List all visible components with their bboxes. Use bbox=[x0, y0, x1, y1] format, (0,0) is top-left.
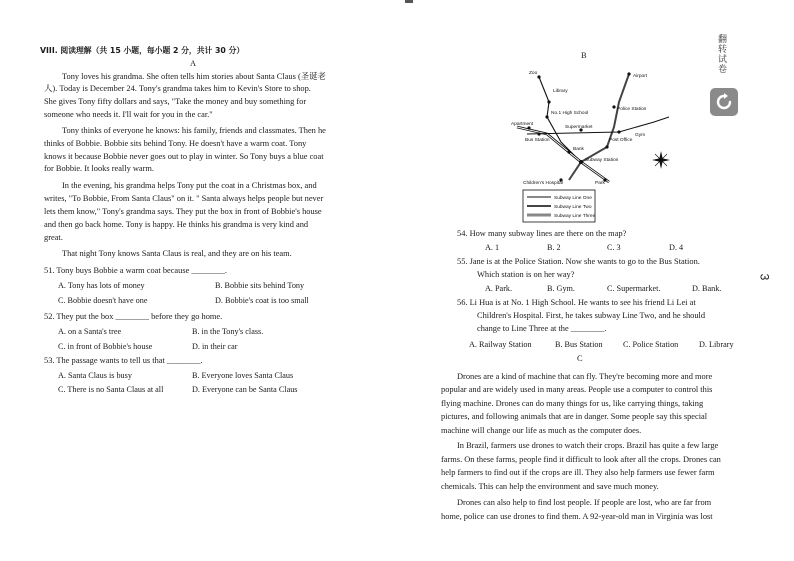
option-a[interactable]: A. on a Santa's tree bbox=[58, 327, 122, 336]
option-d[interactable]: D. Everyone can be Santa Claus bbox=[192, 385, 298, 394]
option-b[interactable]: B. Gym. bbox=[547, 284, 575, 293]
option-b[interactable]: B. Bus Station bbox=[555, 340, 603, 349]
passage-line: In the evening, his grandma helps Tony put the coat in a Christmas box, and bbox=[62, 181, 317, 190]
map-label-zoo: Zoo bbox=[529, 71, 538, 76]
question-text: 56. Li Hua is at No. 1 High School. He wants to see his friend Li Lei at bbox=[457, 298, 696, 307]
option-a[interactable]: A. Park. bbox=[485, 284, 513, 293]
map-label-high-school: No.1 High School bbox=[551, 111, 589, 116]
passage-line: Tony thinks of everyone he knows: his family, friends and classmates. Then he bbox=[62, 126, 326, 135]
legend-line-one: Subway Line One bbox=[554, 196, 592, 201]
question-text-2: Which station is on her way? bbox=[477, 270, 575, 279]
passage-a-label: A bbox=[190, 59, 197, 68]
passage-line: chemicals. This can help the environment and save much money. bbox=[441, 482, 659, 491]
option-b[interactable]: B. in the Tony's class. bbox=[192, 327, 264, 336]
option-c[interactable]: C. 3 bbox=[607, 243, 621, 252]
passage-b-label: B bbox=[581, 51, 587, 60]
option-b[interactable]: B. 2 bbox=[547, 243, 561, 252]
map-legend bbox=[523, 190, 596, 222]
option-d[interactable]: D. 4 bbox=[669, 243, 684, 252]
question-text-2: Children's Hospital. First, he takes subway Line Two, and he should bbox=[477, 311, 706, 320]
map-label-park: Park bbox=[595, 181, 605, 186]
option-d[interactable]: D. Bank. bbox=[692, 284, 722, 293]
option-c[interactable]: C. There is no Santa Claus at all bbox=[58, 385, 164, 394]
option-a[interactable]: A. 1 bbox=[485, 243, 500, 252]
passage-line: Tony loves his grandma. She often tells him stories about Santa Claus (圣诞老 bbox=[62, 72, 326, 81]
passage-line: In Brazil, farmers use drones to watch their crops. Brazil has quite a few large bbox=[457, 441, 719, 450]
passage-line: someone who needs it. I'll wait for you in the car." bbox=[44, 110, 213, 119]
passage-line: Drones are a kind of machine that can fly. They're becoming more and more bbox=[457, 372, 713, 381]
refresh-icon bbox=[715, 93, 733, 111]
passage-line: great. bbox=[44, 233, 63, 242]
side-label: 翻转试卷 bbox=[716, 34, 726, 74]
page-number: 3 bbox=[757, 273, 772, 281]
passage-line: help farmers to find out if the crops are ill. They also help farmers use fewer farm bbox=[441, 468, 715, 477]
refresh-button[interactable] bbox=[710, 88, 738, 116]
passage-line: That night Tony knows Santa Claus is real, and they are on his team. bbox=[62, 249, 292, 258]
option-a[interactable]: A. Santa Claus is busy bbox=[58, 371, 132, 380]
map-label-subway-station: Subway Station bbox=[585, 158, 619, 163]
option-b[interactable]: B. Everyone loves Santa Claus bbox=[192, 371, 294, 380]
passage-line: flying machine. Drones can do many things for us, like carrying things, taking bbox=[441, 399, 704, 408]
question-text: 54. How many subway lines are there on the map? bbox=[457, 229, 627, 238]
passage-line: lets them know," Tony's grandma says. They put the box in front of Bobbie's house bbox=[44, 207, 322, 216]
map-label-police-station: Police Station bbox=[617, 107, 647, 112]
passage-line: and then go back home. Tony is happy. He thinks his grandma is very kind and bbox=[44, 220, 309, 229]
option-c[interactable]: C. Bobbie doesn't have one bbox=[58, 296, 148, 305]
passage-c-label: C bbox=[577, 354, 583, 363]
passage-line: pictures, and following animals that are in danger. Some people say this special bbox=[441, 412, 708, 421]
legend-line-two: Subway Line Two bbox=[554, 205, 592, 210]
passage-line: for Bobbie. It looks really warm. bbox=[44, 164, 155, 173]
question-text: 55. Jane is at the Police Station. Now she wants to go to the Bus Station. bbox=[457, 257, 700, 266]
map-label-supermarket: Supermarket bbox=[565, 125, 593, 130]
passage-line: knows it because Bobbie never goes out to play in winter. So Tony buys a blue coat bbox=[44, 152, 324, 161]
legend-line-three: Subway Line Three bbox=[554, 214, 596, 219]
map-label-bus-station: Bus Station bbox=[525, 138, 550, 143]
subway-map bbox=[509, 62, 689, 227]
passage-line: popular and are widely used in many areas. People use a computer to control this bbox=[441, 385, 713, 394]
map-label-bank: Bank bbox=[573, 147, 584, 152]
map-label-gym: Gym bbox=[635, 133, 646, 138]
option-d[interactable]: D. in their car bbox=[192, 342, 238, 351]
question-text: 52. They put the box ________ before they go home. bbox=[44, 312, 223, 321]
passage-line: home, police can use drones to find them. A 92-year-old man in Virginia was lost bbox=[441, 512, 713, 521]
map-label-apartment: Apartment bbox=[511, 122, 534, 127]
option-a[interactable]: A. Railway Station bbox=[469, 340, 532, 349]
option-d[interactable]: D. Bobbie's coat is too small bbox=[215, 296, 309, 305]
option-a[interactable]: A. Tony has lots of money bbox=[58, 281, 145, 290]
passage-line: Drones can also help to find lost people. If people are lost, who are far from bbox=[457, 498, 712, 507]
section-heading: VIII. 阅读理解（共 15 小题，每小题 2 分，共计 30 分） bbox=[40, 46, 245, 55]
right-page bbox=[397, 0, 794, 561]
passage-line: farms. On these farms, people find it difficult to look after all the crops. Drones can bbox=[441, 455, 721, 464]
option-c[interactable]: C. Supermarket. bbox=[607, 284, 661, 293]
passage-line: writes, "To Bobbie, From Santa Claus" on it. " Santa always helps people but never bbox=[44, 194, 324, 203]
map-label-post-office: Post Office bbox=[609, 138, 633, 143]
map-label-airport: Airport bbox=[633, 74, 648, 79]
passage-line: machine will change our life as much as the computer does. bbox=[441, 426, 642, 435]
compass-icon bbox=[652, 151, 670, 169]
passage-line: She gives Tony fifty dollars and says, "Take the money and buy something for bbox=[44, 97, 307, 106]
question-text: 51. Tony buys Bobbie a warm coat because ________. bbox=[44, 266, 228, 275]
option-c[interactable]: C. in front of Bobbie's house bbox=[58, 342, 153, 351]
passage-line: thinks of Bobbie. Bobbie sits behind Tony. He doesn't have a warm coat. Tony bbox=[44, 139, 307, 148]
option-c[interactable]: C. Police Station bbox=[623, 340, 679, 349]
option-d[interactable]: D. Library bbox=[699, 340, 734, 349]
option-b[interactable]: B. Bobbie sits behind Tony bbox=[215, 281, 305, 290]
question-text: 53. The passage wants to tell us that ________. bbox=[44, 356, 203, 365]
passage-line: 人). Today is December 24. Tony's grandma takes him to Kevin's Store to shop. bbox=[44, 84, 311, 93]
question-text-3: change to Line Three at the ________. bbox=[477, 324, 607, 333]
map-label-library: Library bbox=[553, 89, 568, 94]
map-label-childrens-hospital: Children's Hospital bbox=[523, 181, 563, 186]
